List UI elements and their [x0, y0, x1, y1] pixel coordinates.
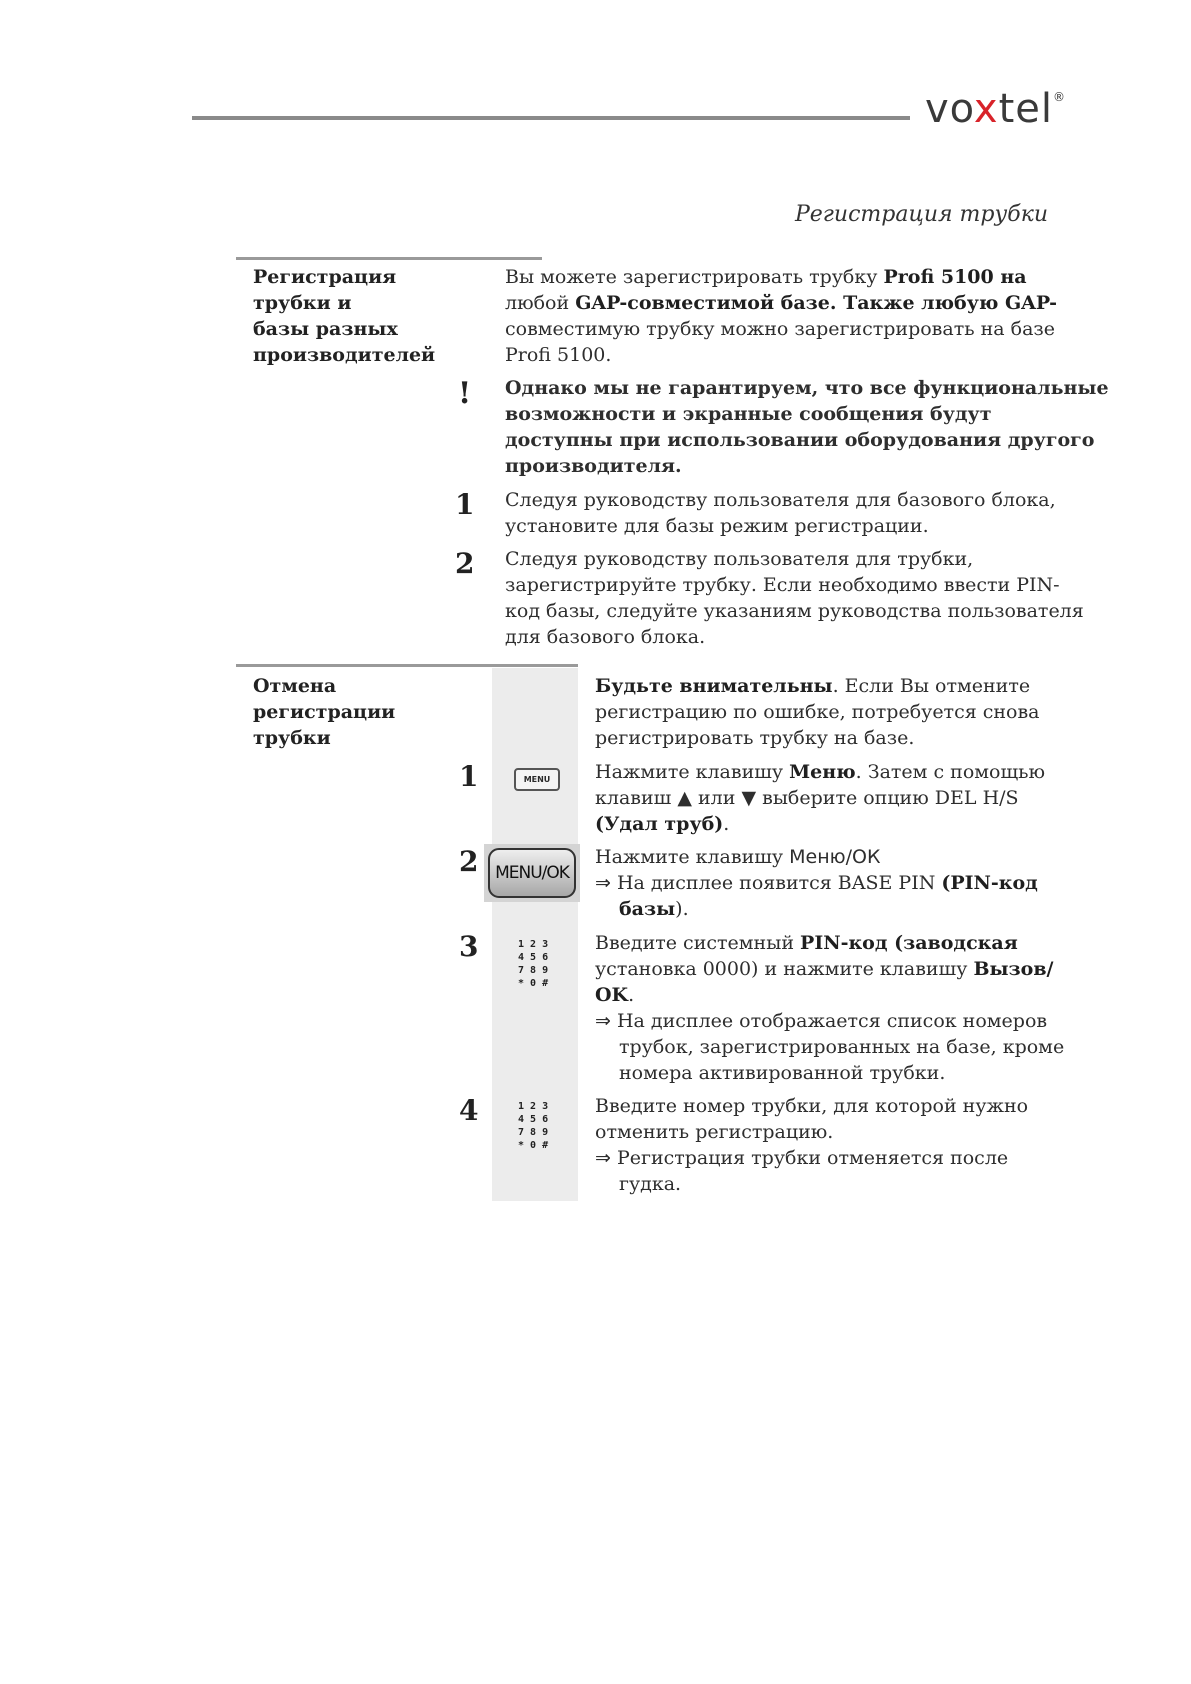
- step-number: 3: [459, 930, 479, 963]
- step-text: Введите номер трубки, для которой нужно отменить регистрацию. ⇒ Регистрация трубки отменяется после гудка.: [595, 1095, 1029, 1195]
- keypad-icon: 1 2 3 4 5 6 7 8 9 * 0 #: [518, 1101, 549, 1151]
- step-number: 1: [455, 488, 475, 521]
- warning-text: Однако мы не гарантируем, что все функциональные возможности и экранные сообщения будут доступны при использовании оборудования другого производителя.: [505, 377, 1109, 477]
- step-text: Следуя руководству пользователя для трубки, зарегистрируйте трубку. Если необходимо ввести PIN- код базы, следуйте указаниям руководства пользователя для базового блока.: [505, 548, 1084, 648]
- keypad-icon: 1 2 3 4 5 6 7 8 9 * 0 #: [518, 939, 549, 989]
- step-text: Следуя руководству пользователя для базового блока, установите для базы режим регистрации.: [505, 489, 1056, 537]
- section1-rule: [236, 257, 542, 260]
- section2-rule: [236, 664, 578, 667]
- result-arrow-icon: ⇒: [595, 1010, 611, 1032]
- step-text: Введите системный PIN-код (заводская установка 0000) и нажмите клавишу Вызов/ OK. ⇒ На дисплее отображается список номеров трубок, зарегистрированных на базе, кроме номера активированной трубки.: [595, 932, 1065, 1084]
- result-arrow-icon: ⇒: [595, 872, 611, 894]
- step-number: 1: [459, 760, 479, 793]
- step-number: 2: [459, 845, 479, 878]
- voxtel-logo: voxtel®: [925, 86, 1066, 132]
- section1-intro: Вы можете зарегистрировать трубку Profi 5100 на любой GAP-совместимой базе. Также любую GAP- совместимую трубку можно зарегистрировать на базе Profi 5100.: [505, 266, 1058, 366]
- section-title: Регистрация трубки: [794, 202, 1048, 227]
- step-text: Нажмите клавишу Меню. Затем с помощью клавиш ▲ или ▼ выберите опцию DEL H/S (Удал труб).: [595, 761, 1046, 835]
- menu-ok-label: MENU/OK: [488, 848, 576, 898]
- section2-heading: Отмена регистрации трубки: [253, 675, 396, 749]
- step-number: 4: [459, 1094, 479, 1127]
- menu-ok-key-icon: [484, 844, 580, 902]
- menu-key-icon: MENU: [514, 768, 560, 791]
- arrow-down-icon: ▼: [741, 787, 757, 809]
- result-arrow-icon: ⇒: [595, 1147, 611, 1169]
- step-text: Нажмите клавишу Меню/ОК ⇒ На дисплее появится BASE PIN (PIN-код базы).: [595, 846, 1038, 920]
- section2-intro: Будьте внимательны. Если Вы отмените регистрацию по ошибке, потребуется снова регистрировать трубку на базе.: [595, 675, 1040, 749]
- warning-icon: !: [458, 376, 472, 411]
- header-rule: [192, 116, 910, 120]
- section1-heading: Регистрация трубки и базы разных производителей: [253, 266, 436, 366]
- step-number: 2: [455, 547, 475, 580]
- arrow-up-icon: ▲: [677, 787, 692, 809]
